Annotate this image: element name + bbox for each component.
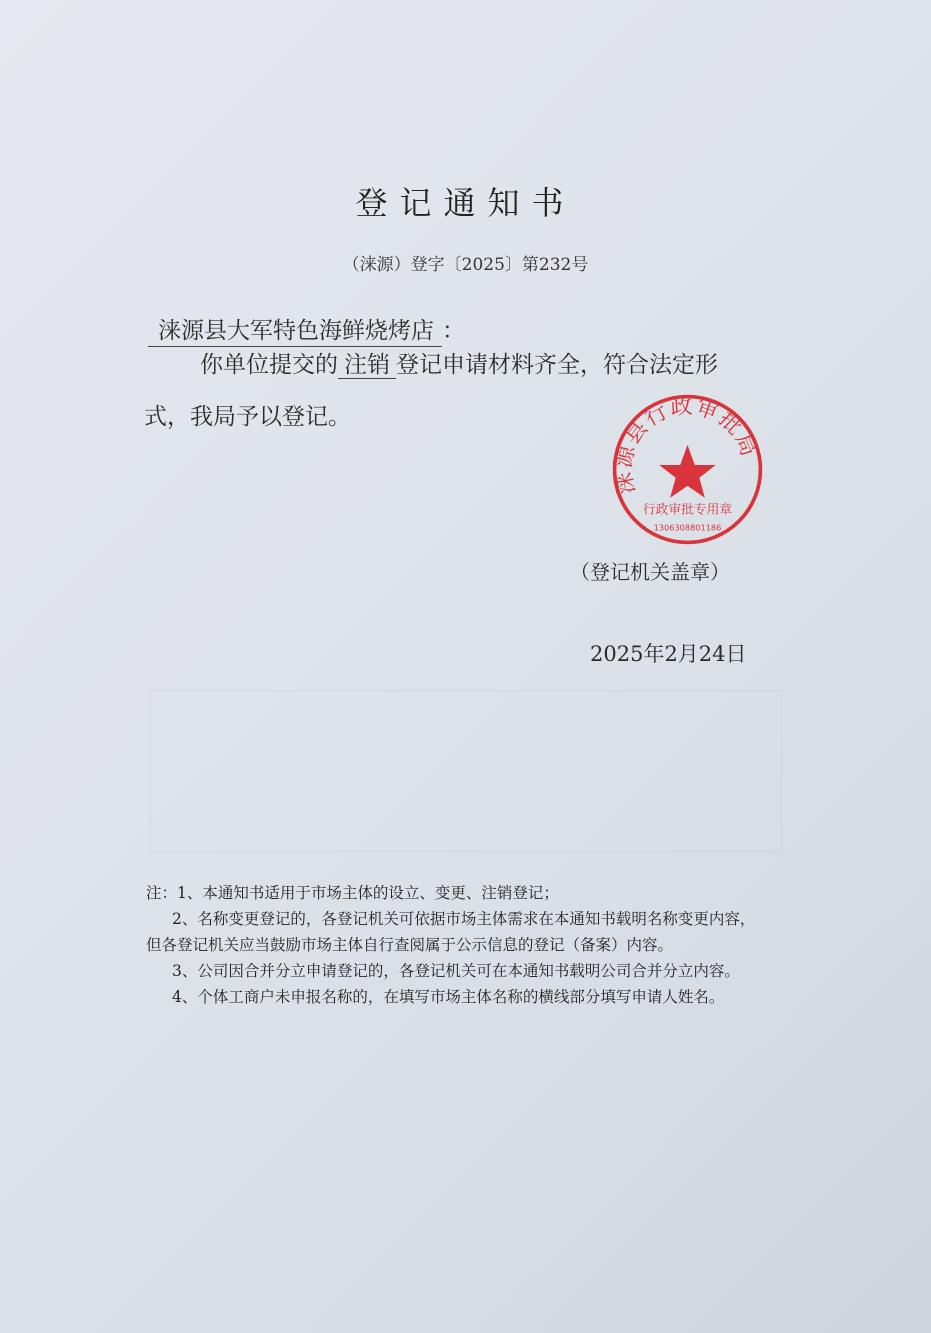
note-2: 2、名称变更登记的，各登记机关可依据市场主体需求在本通知书载明名称变更内容， [172, 910, 756, 928]
addressee-line [148, 318, 465, 347]
bleed-through-table [150, 690, 782, 852]
document-number: （涞源）登字〔2025〕第232号 [342, 255, 589, 275]
issue-date: 2025年2月24日 [590, 642, 747, 666]
body-prefix: 你单位提交的 [200, 352, 338, 378]
svg-text:1306308801186: 1306308801186 [653, 522, 722, 533]
body-line-2: 式，我局予以登记。 [144, 404, 351, 430]
svg-text:行政审批专用章: 行政审批专用章 [642, 502, 733, 518]
note-3: 3、公司因合并分立申请登记的，各登记机关可在本通知书载明公司合并分立内容。 [172, 962, 740, 980]
svg-text:涞源县行政审批局: 涞源县行政审批局 [611, 393, 762, 497]
note-1: 注：1、本通知书适用于市场主体的设立、变更、注销登记； [146, 884, 559, 902]
document-title: 登记通知书 [355, 184, 576, 222]
body-line-1 [200, 352, 718, 378]
addressee-colon: ： [442, 318, 465, 344]
addressee-name: 涞源县大军特色海鲜烧烤店 [148, 318, 442, 347]
seal-note: （登记机关盖章） [570, 560, 730, 584]
note-4: 4、个体工商户未申报名称的，在填写市场主体名称的横线部分填写申请人姓名。 [172, 988, 725, 1006]
note-2-continued: 但各登记机关应当鼓励市场主体自行查阅属于公示信息的登记（备案）内容。 [146, 936, 674, 954]
official-seal-stamp [610, 392, 765, 547]
registration-type: 注销 [338, 352, 396, 379]
body-suffix: 登记申请材料齐全，符合法定形 [396, 352, 718, 378]
